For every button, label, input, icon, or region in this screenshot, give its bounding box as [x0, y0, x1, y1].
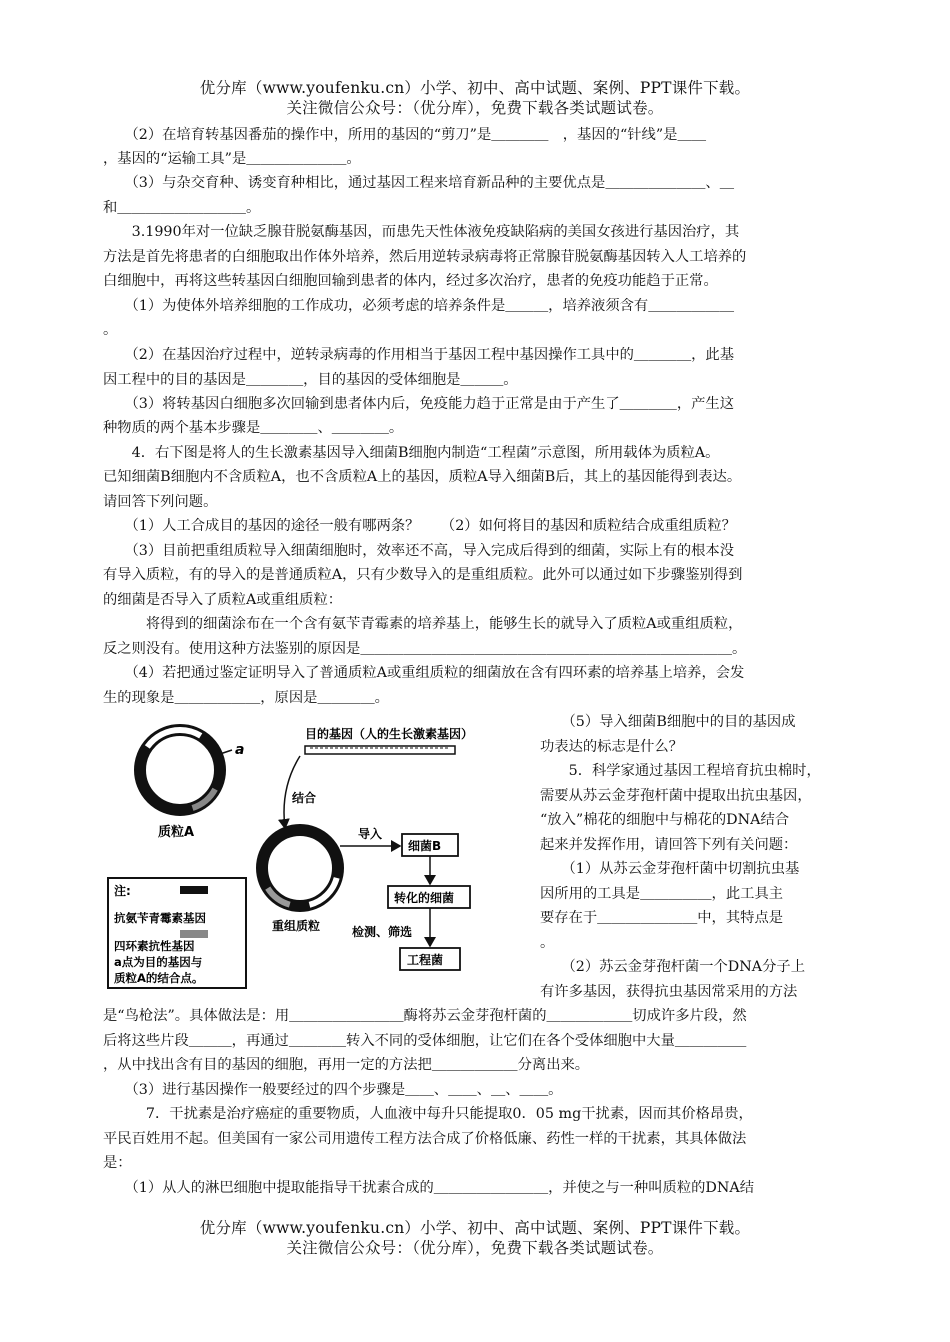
note-tet-3: 质粒A的结合点。	[114, 971, 204, 985]
text-line: 将得到的细菌涂布在一个含有氨苄青霉素的培养基上，能够生长的就导入了质粒A或重组质粒，	[103, 616, 743, 632]
text-line: 是“鸟枪法”。具体做法是：用＿＿＿＿＿＿＿＿酶将苏云金芽孢杆菌的＿＿＿＿＿＿切成许多片段，然	[103, 1008, 747, 1024]
text-line: （3）进行基因操作一般要经过的四个步骤是＿＿、＿＿、＿、＿＿。	[103, 1082, 563, 1098]
text-line: 因工程中的目的基因是＿＿＿＿，目的基因的受体细胞是＿＿＿。	[103, 372, 518, 388]
bacteria-b-label: 细菌B	[408, 839, 442, 853]
genetic-engineering-diagram	[100, 718, 525, 1000]
text-line: 请回答下列问题。	[103, 494, 218, 510]
transformed-label: 转化的细菌	[394, 891, 455, 905]
engineered-label: 工程菌	[407, 953, 444, 967]
note-tet-1: 四环素抗性基因	[114, 939, 195, 953]
recombinant-plasmid-ring	[262, 830, 338, 906]
right-text-line: 因所用的工具是＿＿＿＿＿，此工具主	[540, 886, 784, 902]
a-point-label: a	[235, 742, 245, 758]
text-line: 4．右下图是将人的生长激素基因导入细菌B细胞内制造“工程菌”示意图，所用载体为质粒A。	[103, 445, 720, 461]
text-line: （1）人工合成目的基因的途径一般有哪两条？ （2）如何将目的基因和质粒结合成重组质粒？	[103, 518, 736, 534]
text-line: 平民百姓用不起。但美国有一家公司用遗传工程方法合成了价格低廉、药性一样的干扰素，其具体做法	[103, 1131, 747, 1147]
right-text-line: （5）导入细菌B细胞中的目的基因成	[540, 714, 796, 730]
text-line: （2）在基因治疗过程中，逆转录病毒的作用相当于基因工程中基因操作工具中的＿＿＿＿，此基	[103, 347, 735, 363]
recombinant-label: 重组质粒	[272, 919, 321, 933]
text-line: 。	[103, 322, 118, 338]
text-line: 生的现象是＿＿＿＿＿＿，原因是＿＿＿＿。	[103, 690, 389, 706]
right-text-line: 要存在于＿＿＿＿＿＿＿中，其特点是	[540, 910, 784, 926]
header-line-1: 优分库（www.youfenku.cn）小学、初中、高中试题、案例、PPT课件下载。	[199, 79, 751, 97]
text-line: 和＿＿＿＿＿＿＿＿＿。	[103, 200, 261, 216]
text-line: 是：	[103, 1155, 132, 1171]
right-text-line: “放入”棉花的细胞中与棉花的DNA结合	[540, 812, 790, 828]
text-line: （1）为使体外培养细胞的工作成功，必须考虑的培养条件是＿＿＿，培养液须含有＿＿＿＿＿＿	[103, 298, 735, 314]
text-line: （3）与杂交育种、诱变育种相比，通过基因工程来培育新品种的主要优点是＿＿＿＿＿＿＿、＿	[103, 175, 735, 191]
text-line: 后将这些片段＿＿＿，再通过＿＿＿＿转入不同的受体细胞，让它们在各个受体细胞中大量＿＿＿＿＿	[103, 1033, 747, 1049]
footer-line-2: 关注微信公众号：（优分库），免费下载各类试题试卷。	[286, 1239, 664, 1257]
text-line: 白细胞中，再将这些转基因白细胞回输到患者的体内，经过多次治疗，患者的免疫功能趋于正常。	[103, 273, 718, 289]
text-line: 3.1990年对一位缺乏腺苷脱氨酶基因，而患先天性体液免疫缺陷病的美国女孩进行基因治疗，其	[103, 224, 740, 240]
note-title: 注:	[114, 884, 131, 898]
right-text-line: 有许多基因，获得抗虫基因常采用的方法	[540, 984, 798, 1000]
right-text-line: （1）从苏云金芽孢杆菌中切割抗虫基	[540, 861, 800, 877]
target-gene-label: 目的基因（人的生长激素基因）	[305, 727, 474, 741]
note-amp: 抗氨苄青霉素基因	[114, 911, 206, 925]
text-line: 7．干扰素是治疗癌症的重要物质，人血液中每升只能提取0．05 mg干扰素，因而其价格昂贵，	[103, 1106, 753, 1122]
note-tet-2: a点为目的基因与	[114, 955, 203, 969]
text-line: ，基因的“运输工具”是＿＿＿＿＿＿＿。	[103, 151, 361, 167]
text-line: 种物质的两个基本步骤是＿＿＿＿、＿＿＿＿。	[103, 420, 404, 436]
text-line: 的细菌是否导入了质粒A或重组质粒：	[103, 592, 343, 608]
text-line: （4）若把通过鉴定证明导入了普通质粒A或重组质粒的细菌放在含有四环素的培养基上培养，会发	[103, 665, 745, 681]
right-text-line: （2）苏云金芽孢杆菌一个DNA分子上	[540, 959, 805, 975]
plasmid-a-label: 质粒A	[158, 825, 195, 840]
plasmid-a-ring	[140, 730, 220, 810]
footer-line-1: 优分库（www.youfenku.cn）小学、初中、高中试题、案例、PPT课件下载。	[199, 1219, 751, 1237]
right-text-line: 起来并发挥作用，请回答下列有关问题：	[540, 837, 798, 853]
combine-label: 结合	[292, 791, 317, 805]
text-line: ，从中找出含有目的基因的细胞，再用一定的方法把＿＿＿＿＿＿分离出来。	[103, 1057, 590, 1073]
right-text-line: 需要从苏云金芽孢杆菌中提取出抗虫基因，	[540, 788, 812, 804]
import-label: 导入	[358, 827, 383, 841]
header-line-2: 关注微信公众号：（优分库），免费下载各类试题试卷。	[286, 99, 664, 117]
right-text-line: 功表达的标志是什么？	[540, 739, 683, 755]
detect-label: 检测、筛选	[352, 925, 413, 939]
text-line: 有导入质粒，有的导入的是普通质粒A，只有少数导入的是重组质粒。此外可以通过如下步骤鉴别得到	[103, 567, 743, 583]
text-line: （2）在培育转基因番茄的操作中，所用的基因的“剪刀”是＿＿＿＿ ，基因的“针线”是＿＿	[103, 127, 707, 143]
text-line: （3）将转基因白细胞多次回输到患者体内后，免疫能力趋于正常是由于产生了＿＿＿＿，产生这	[103, 396, 735, 412]
right-text-line: 5．科学家通过基因工程培育抗虫棉时，	[540, 763, 821, 779]
right-text-line: 。	[540, 935, 555, 951]
text-line: 方法是首先将患者的白细胞取出作体外培养，然后用逆转录病毒将正常腺苷脱氨酶基因转入人工培养的	[103, 249, 747, 265]
text-line: 已知细菌B细胞内不含质粒A，也不含质粒A上的基因，质粒A导入细菌B后，其上的基因能得到表达。	[103, 469, 742, 485]
text-line: 反之则没有。使用这种方法鉴别的原因是＿＿＿＿＿＿＿＿＿＿＿＿＿＿＿＿＿＿＿＿＿＿＿＿＿＿。	[103, 641, 747, 657]
text-line: （3）目前把重组质粒导入细菌细胞时，效率还不高，导入完成后得到的细菌，实际上有的根本没	[103, 543, 735, 559]
target-gene-bar	[305, 746, 455, 754]
text-line: （1）从人的淋巴细胞中提取能指导干扰素合成的＿＿＿＿＿＿＿＿，并使之与一种叫质粒的DNA结	[103, 1180, 755, 1196]
